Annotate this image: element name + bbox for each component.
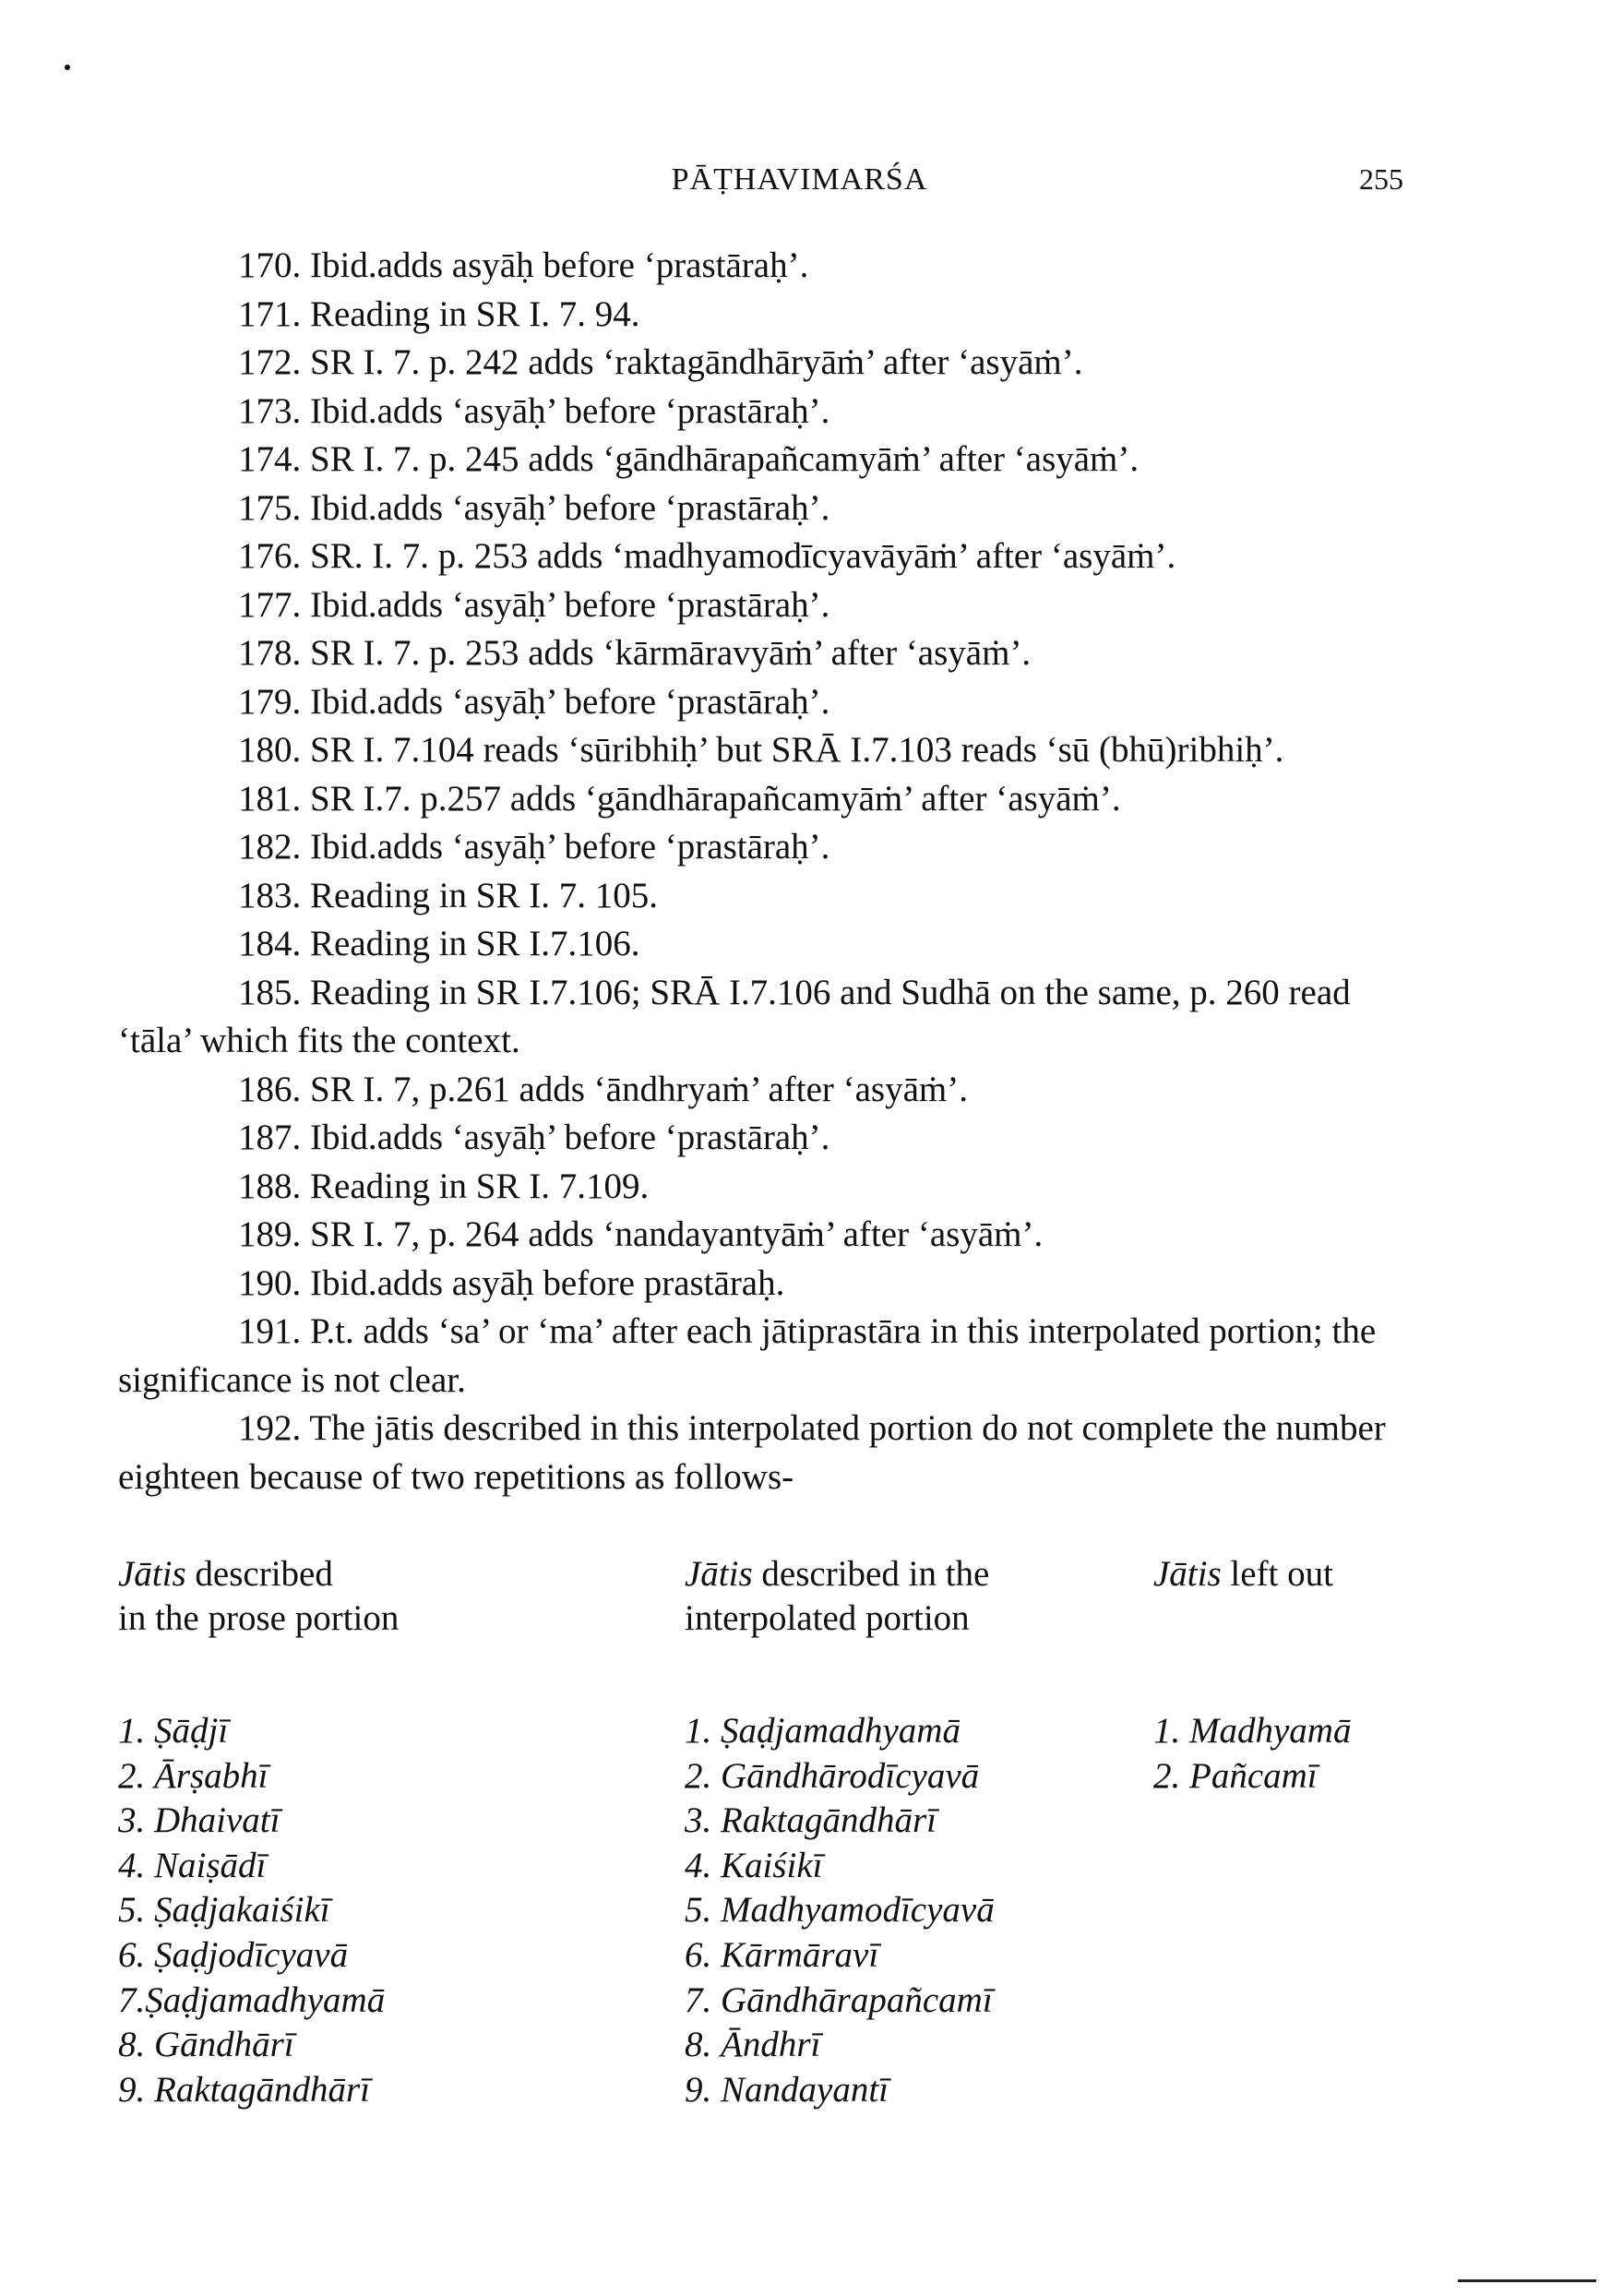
note-number: 174. bbox=[238, 439, 302, 479]
column-heading-italic: Jātis bbox=[1153, 1554, 1222, 1594]
note-182 bbox=[118, 823, 1410, 872]
note-text: Ibid.adds ‘asyāḥ’ before ‘prastāraḥ’. bbox=[310, 584, 830, 625]
note-184 bbox=[118, 920, 1410, 969]
note-text: SR. I. 7. p. 253 adds ‘madhyamodīcyavāyāṁ’ after ‘asyāṁ’. bbox=[310, 536, 1176, 576]
note-number: 185. bbox=[238, 972, 302, 1012]
note-number: 171. bbox=[238, 293, 302, 334]
note-text: Ibid.adds ‘asyāḥ’ before ‘prastāraḥ’. bbox=[310, 487, 830, 528]
note-number: 173. bbox=[238, 390, 302, 431]
note-number: 182. bbox=[238, 827, 302, 867]
column-heading bbox=[685, 1552, 1220, 1641]
note-176 bbox=[118, 532, 1410, 581]
note-number: 184. bbox=[238, 924, 302, 963]
list-item: 4. Naiṣādī bbox=[118, 1845, 267, 1885]
list-item: 4. Kaiśikī bbox=[685, 1845, 823, 1885]
note-number: 189. bbox=[238, 1214, 302, 1254]
note-number: 188. bbox=[238, 1166, 302, 1206]
note-text: SR I. 7. p. 242 adds ‘raktagāndhāryāṁ’ after ‘asyāṁ’. bbox=[310, 342, 1083, 382]
note-191 bbox=[118, 1308, 1410, 1405]
note-number: 179. bbox=[238, 681, 302, 722]
note-text: Reading in SR I.7.106; SRĀ I.7.106 and Sudhā on the same, p. 260 read ‘tāla’ which fits the context. bbox=[118, 972, 1351, 1060]
list-item: 9. Raktagāndhārī bbox=[118, 2069, 370, 2110]
column-heading-italic: Jātis bbox=[118, 1554, 186, 1594]
page-header bbox=[0, 159, 1599, 205]
note-183 bbox=[118, 872, 1410, 921]
list-item: 8. Āndhrī bbox=[685, 2025, 821, 2065]
note-185 bbox=[118, 969, 1410, 1066]
column-heading-line2: in the prose portion bbox=[118, 1598, 400, 1638]
note-number: 191. bbox=[238, 1311, 302, 1351]
note-text: SR I. 7.104 reads ‘sūribhiḥ’ but SRĀ I.7.103 reads ‘sū (bhū)ribhiḥ’. bbox=[310, 730, 1284, 770]
column-heading-line1: left out bbox=[1221, 1554, 1333, 1594]
note-text: SR I. 7, p.261 adds ‘āndhryaṁ’ after ‘asyāṁ’. bbox=[310, 1069, 968, 1109]
note-text: SR I. 7. p. 245 adds ‘gāndhārapañcamyāṁ’ after ‘asyāṁ’. bbox=[310, 439, 1140, 479]
column-items bbox=[118, 1709, 385, 2112]
note-text: SR I. 7. p. 253 adds ‘kārmāravyāṁ’ after ‘asyāṁ’. bbox=[310, 633, 1032, 673]
column-heading-line2: interpolated portion bbox=[685, 1598, 970, 1638]
note-number: 190. bbox=[238, 1262, 302, 1303]
list-item: 1. Ṣāḍjī bbox=[118, 1711, 229, 1751]
note-text: Ibid.adds ‘asyāḥ’ before ‘prastāraḥ’. bbox=[310, 1118, 830, 1157]
column-heading bbox=[1153, 1552, 1430, 1596]
note-text: Ibid.adds ‘asyāḥ’ before ‘prastāraḥ’. bbox=[310, 827, 830, 867]
column-heading-line1: described in the bbox=[752, 1554, 990, 1594]
column-left-out bbox=[1153, 1552, 1430, 1796]
note-text: SR I.7. p.257 adds ‘gāndhārapañcamyāṁ’ after ‘asyāṁ’. bbox=[310, 778, 1121, 819]
note-170 bbox=[118, 242, 1410, 291]
note-number: 177. bbox=[238, 584, 302, 625]
note-number: 192. bbox=[238, 1408, 302, 1448]
list-item: 2. Ārṣabhī bbox=[118, 1755, 268, 1796]
list-item: 1. Madhyamā bbox=[1153, 1711, 1352, 1751]
list-item: 9. Nandayantī bbox=[685, 2069, 889, 2110]
footer-rule bbox=[1458, 2279, 1596, 2282]
note-text: Ibid.adds ‘asyāḥ’ before ‘prastāraḥ’. bbox=[310, 681, 830, 722]
list-item: 3. Raktagāndhārī bbox=[685, 1800, 937, 1841]
note-178 bbox=[118, 629, 1410, 678]
note-number: 181. bbox=[238, 778, 302, 819]
note-text: Reading in SR I. 7. 94. bbox=[310, 293, 640, 334]
list-item: 5. Madhyamodīcyavā bbox=[685, 1890, 995, 1931]
column-heading-italic: Jātis bbox=[685, 1554, 753, 1594]
column-items bbox=[1153, 1709, 1351, 1799]
note-190 bbox=[118, 1260, 1410, 1309]
running-title: PĀṬHAVIMARŚA bbox=[671, 162, 928, 197]
note-text: Reading in SR I.7.106. bbox=[310, 924, 640, 963]
note-181 bbox=[118, 775, 1410, 824]
note-number: 170. bbox=[238, 245, 302, 285]
note-text: SR I. 7, p. 264 adds ‘nandayantyāṁ’ after ‘asyāṁ’. bbox=[310, 1214, 1044, 1254]
note-180 bbox=[118, 726, 1410, 775]
note-number: 178. bbox=[238, 633, 302, 673]
list-item: 1. Ṣaḍjamadhyamā bbox=[685, 1711, 961, 1751]
note-174 bbox=[118, 436, 1410, 484]
stray-ink-mark bbox=[65, 65, 70, 70]
list-item: 7.Ṣaḍjamadhyamā bbox=[118, 1979, 386, 2020]
note-187 bbox=[118, 1114, 1410, 1163]
page-number: 255 bbox=[1359, 162, 1403, 196]
note-number: 183. bbox=[238, 875, 302, 915]
note-text: Reading in SR I. 7.109. bbox=[310, 1166, 650, 1206]
note-number: 175. bbox=[238, 487, 302, 528]
list-item: 5. Ṣaḍjakaiśikī bbox=[118, 1890, 330, 1931]
note-text: Ibid.adds asyāḥ before prastāraḥ. bbox=[310, 1262, 785, 1303]
note-text: Ibid.adds ‘asyāḥ’ before ‘prastāraḥ’. bbox=[310, 390, 830, 431]
note-text: The jātis described in this interpolated portion do not complete the number eighteen because of two repetitions as follows- bbox=[118, 1408, 1386, 1497]
note-186 bbox=[118, 1066, 1410, 1115]
note-175 bbox=[118, 484, 1410, 533]
note-number: 176. bbox=[238, 536, 302, 576]
note-number: 187. bbox=[238, 1118, 302, 1157]
note-188 bbox=[118, 1163, 1410, 1212]
note-173 bbox=[118, 388, 1410, 436]
note-number: 186. bbox=[238, 1069, 302, 1109]
list-item: 6. Kārmāravī bbox=[685, 1934, 879, 1975]
note-179 bbox=[118, 678, 1410, 727]
column-prose-portion bbox=[118, 1552, 635, 2110]
note-172 bbox=[118, 339, 1410, 388]
note-189 bbox=[118, 1211, 1410, 1260]
column-items bbox=[685, 1709, 995, 2112]
endnotes-list bbox=[118, 242, 1410, 1501]
list-item: 7. Gāndhārapañcamī bbox=[685, 1979, 993, 2020]
list-item: 2. Gāndhārodīcyavā bbox=[685, 1755, 980, 1796]
note-number: 180. bbox=[238, 730, 302, 770]
list-item: 8. Gāndhārī bbox=[118, 2025, 294, 2065]
note-number: 172. bbox=[238, 342, 302, 382]
list-item: 3. Dhaivatī bbox=[118, 1800, 280, 1841]
note-192 bbox=[118, 1405, 1410, 1501]
column-heading bbox=[118, 1552, 635, 1641]
note-171 bbox=[118, 291, 1410, 340]
column-interpolated-portion bbox=[685, 1552, 1220, 2110]
column-heading-line1: described bbox=[185, 1554, 333, 1594]
list-item: 2. Pañcamī bbox=[1153, 1755, 1318, 1796]
list-item: 6. Ṣaḍjodīcyavā bbox=[118, 1934, 349, 1975]
note-text: Reading in SR I. 7. 105. bbox=[310, 875, 658, 915]
note-text: Ibid.adds asyāḥ before ‘prastāraḥ’. bbox=[310, 245, 809, 285]
note-177 bbox=[118, 581, 1410, 630]
note-text: P.t. adds ‘sa’ or ‘ma’ after each jātiprastāra in this interpolated portion; the significance is not clear. bbox=[118, 1311, 1377, 1400]
